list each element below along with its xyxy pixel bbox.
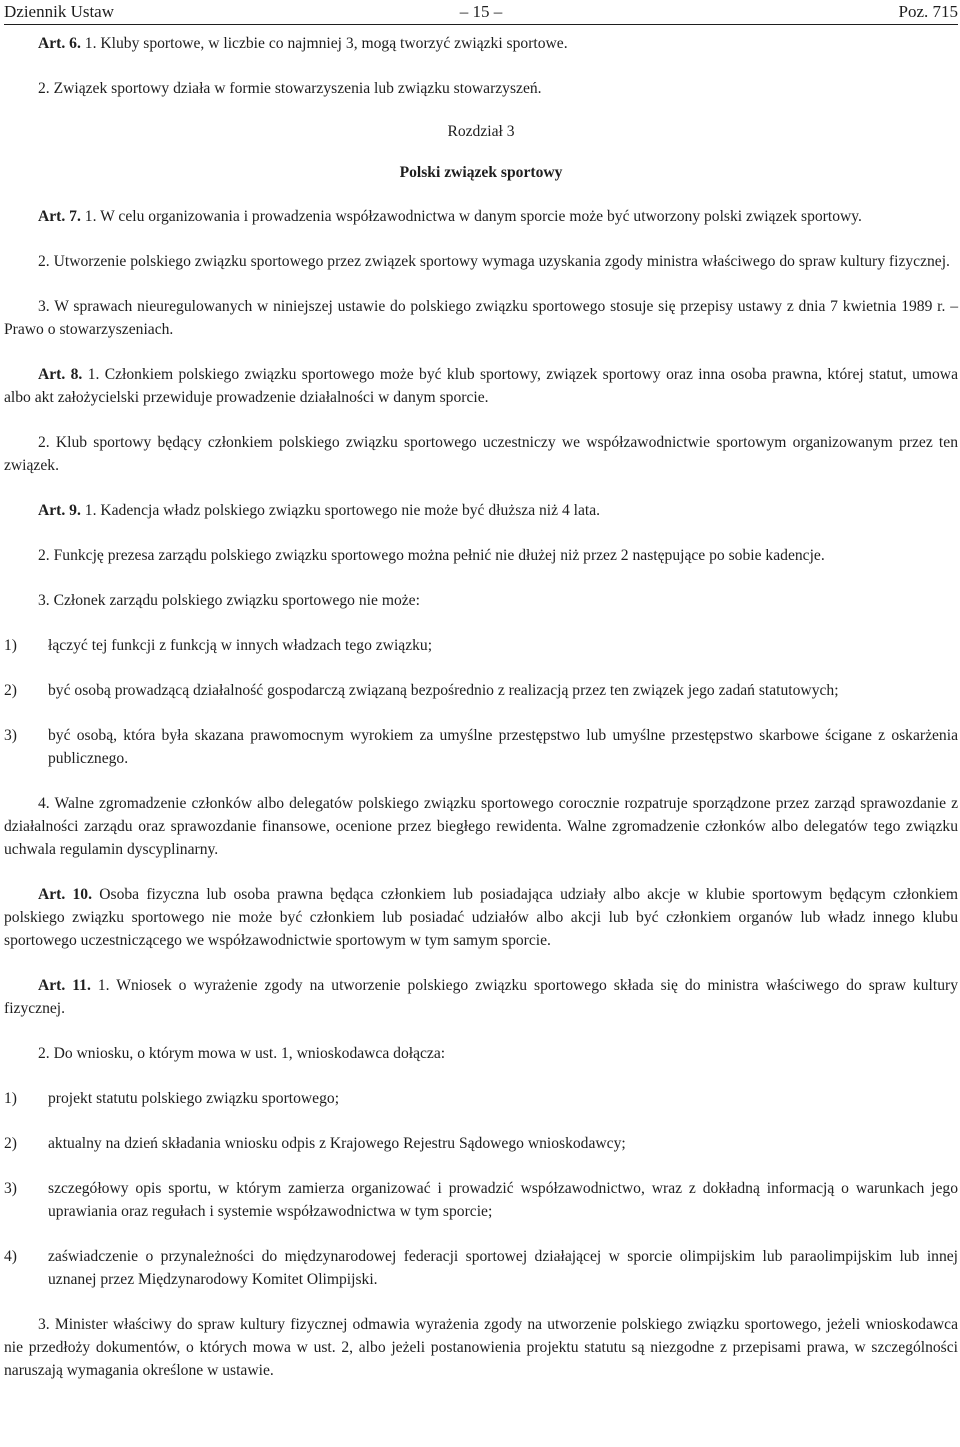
art-9-list-item: 1) łączyć tej funkcji z funkcją w innych władzach tego związku;	[4, 637, 433, 654]
chapter-number: Rozdział 3	[447, 123, 515, 140]
art-11-list-item: 3) szczegółowy opis sportu, w którym zamierza organizować i prowadzić współzawodnictwo, wraz z dokładną informacją o warunkach jego uprawiania oraz regułach i systemie współzawodnictwa w tym sporcie;	[4, 1180, 958, 1220]
art-8-par-1: Art. 8. 1. Członkiem polskiego związku sportowego może być klub sportowy, związek sportowy oraz inna osoba prawna, której statut, umowa albo akt założycielski przewiduje prowadzenie działalności w danym sporcie.	[4, 366, 958, 406]
art-11-list-item: 2) aktualny na dzień składania wniosku odpis z Krajowego Rejestru Sądowego wnioskodawcy;	[4, 1135, 626, 1152]
art-7-par-3: 3. W sprawach nieuregulowanych w niniejszej ustawie do polskiego związku sportowego stosuje się przepisy ustawy z dnia 7 kwietnia 1989 r. – Prawo o stowarzyszeniach.	[4, 298, 958, 338]
art-7-par-2: 2. Utworzenie polskiego związku sportowego przez związek sportowy wymaga uzyskania zgody ministra właściwego do spraw kultury fizycznej.	[38, 253, 950, 270]
art-9-par-1: Art. 9. 1. Kadencja władz polskiego związku sportowego nie może być dłuższa niż 4 lata.	[38, 502, 601, 519]
art-9-list-item: 2) być osobą prowadzącą działalność gospodarczą związaną bezpośrednio z realizacją przez ten związek jego zadań statutowych;	[4, 682, 839, 699]
art-9-par-3: 3. Członek zarządu polskiego związku sportowego nie może:	[38, 592, 420, 609]
art-11-label: Art. 11.	[38, 977, 91, 994]
art-11-list-item: 1) projekt statutu polskiego związku sportowego;	[4, 1090, 340, 1107]
art-8-par-2: 2. Klub sportowy będący członkiem polskiego związku sportowego uczestniczy we współzawodnictwie sportowym organizowanym przez ten związek.	[4, 434, 958, 474]
art-6-par-2: 2. Związek sportowy działa w formie stowarzyszenia lub związku stowarzyszeń.	[38, 80, 542, 97]
art-9-par-4: 4. Walne zgromadzenie członków albo delegatów polskiego związku sportowego corocznie rozpatruje sporządzone przez zarząd sprawozdanie z działalności zarządu oraz sprawozdanie finansowe, ocenione przez biegłego rewidenta. Walne zgromadzenie członków albo delegatów tego związku uchwala regulamin dyscyplinarny.	[4, 795, 958, 858]
art-9-list-item: 3) być osobą, która była skazana prawomocnym wyrokiem za umyślne przestępstwo lub umyślne przestępstwo skarbowe ścigane z oskarżenia publicznego.	[4, 727, 958, 767]
art-10-par: Art. 10. Osoba fizyczna lub osoba prawna będąca członkiem lub posiadająca udziały albo akcje w klubie sportowym będącym członkiem polskiego związku sportowego nie może być członkiem lub posiadać udziałów albo akcji lub być członkiem organów lub władz innego klubu sportowego uczestniczącego we współzawodnictwie sportowym w tym samym sporcie.	[4, 886, 958, 949]
art-11-par-2: 2. Do wniosku, o którym mowa w ust. 1, wnioskodawca dołącza:	[38, 1045, 446, 1062]
art-7-par-1: Art. 7. 1. W celu organizowania i prowadzenia współzawodnictwa w danym sporcie może być utworzony polski związek sportowy.	[38, 208, 862, 225]
page-number: – 15 –	[459, 2, 503, 21]
art-9-par-2: 2. Funkcję prezesa zarządu polskiego związku sportowego można pełnić nie dłużej niż przez 2 następujące po sobie kadencje.	[38, 547, 825, 564]
art-6-par-1: Art. 6. 1. Kluby sportowe, w liczbie co najmniej 3, mogą tworzyć związki sportowe.	[38, 35, 568, 52]
chapter-title: Polski związek sportowy	[399, 164, 563, 181]
art-9-label: Art. 9.	[38, 502, 81, 519]
art-10-label: Art. 10.	[38, 886, 92, 903]
running-header	[4, 0, 958, 24]
art-11-list-item: 4) zaświadczenie o przynależności do międzynarodowej federacji sportowej działającej w sporcie olimpijskim lub paraolimpijskim lub innej uznanej przez Międzynarodowy Komitet Olimpijski.	[4, 1248, 958, 1288]
header-rule	[4, 24, 958, 25]
art-7-label: Art. 7.	[38, 208, 81, 225]
position-number: Poz. 715	[898, 2, 958, 21]
art-11-par-1: Art. 11. 1. Wniosek o wyrażenie zgody na utworzenie polskiego związku sportowego składa się do ministra właściwego do spraw kultury fizycznej.	[4, 977, 958, 1017]
art-11-par-3: 3. Minister właściwy do spraw kultury fizycznej odmawia wyrażenia zgody na utworzenie polskiego związku sportowego, jeżeli wnioskodawca nie przedłoży dokumentów, o których mowa w ust. 2, albo jeżeli postanowienia projektu statutu są niezgodne z przepisami prawa, w szczególności naruszają wymagania określone w ustawie.	[4, 1316, 958, 1379]
journal-name: Dziennik Ustaw	[4, 2, 115, 21]
art-8-label: Art. 8.	[38, 366, 83, 383]
art-6-label: Art. 6.	[38, 35, 81, 52]
